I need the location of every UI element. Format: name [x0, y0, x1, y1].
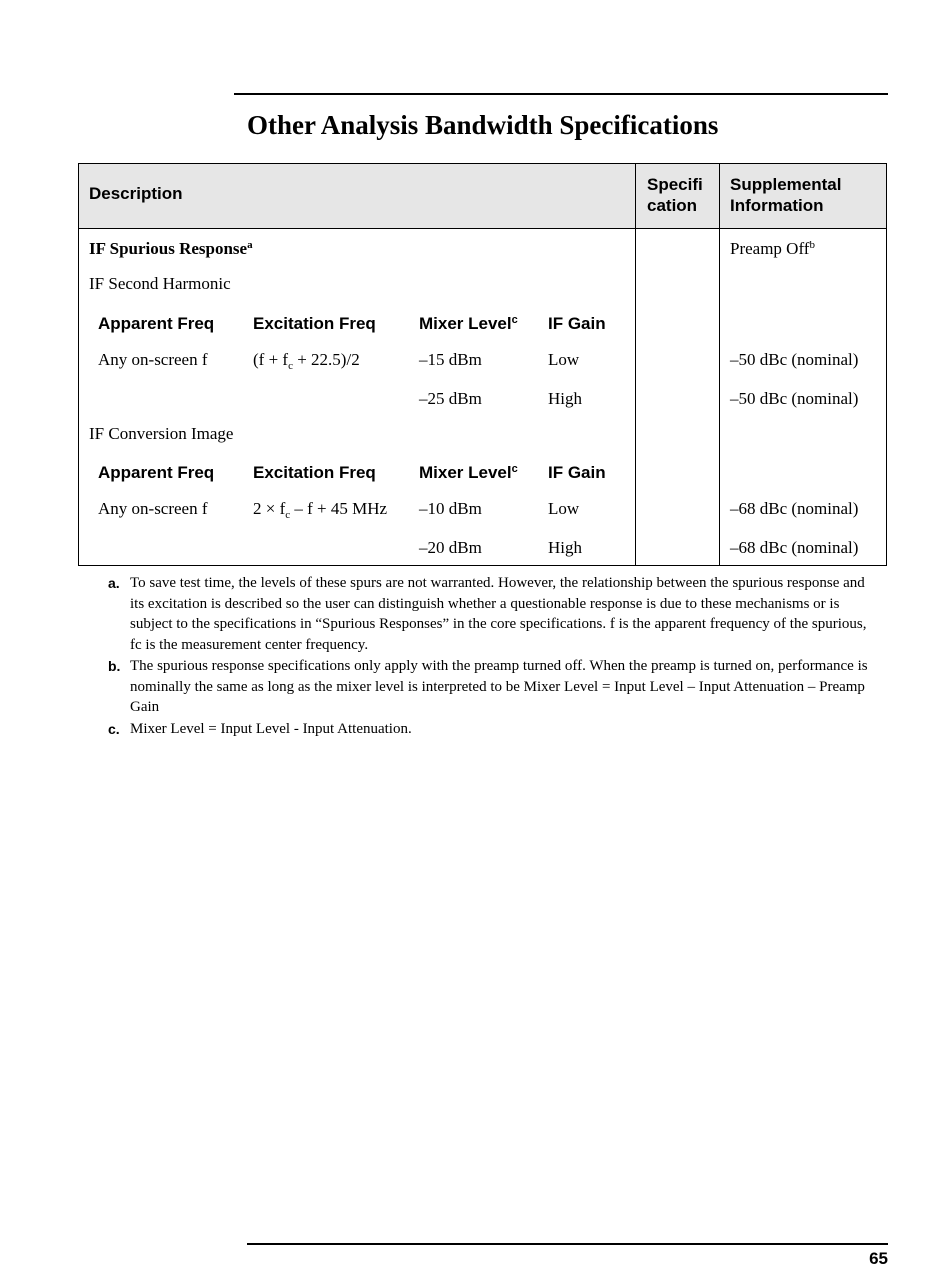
footnote-letter: a.	[108, 575, 120, 591]
cell-apparent: Any on-screen f	[98, 350, 208, 369]
cell-mixer: –25 dBm	[419, 389, 482, 408]
footnote-text: Mixer Level = Input Level - Input Attenuation.	[130, 720, 412, 737]
group-title: IF Second Harmonic	[89, 274, 231, 293]
cell-excitation: $(f + f_c + 22.5)/2$	[253, 350, 360, 372]
cell-mixer: –20 dBm	[419, 538, 482, 557]
col-if-gain: IF Gain	[548, 463, 606, 482]
column-divider	[635, 164, 636, 565]
section-title: IF Spurious Response$^a$	[89, 239, 253, 258]
page-title: Other Analysis Bandwidth Specifications	[247, 110, 719, 140]
col-mixer-level: Mixer Level$^c$	[419, 314, 518, 333]
cell-supplemental: –68 dBc (nominal)	[730, 538, 859, 557]
spec-table	[78, 163, 887, 566]
col-apparent-freq: Apparent Freq	[98, 314, 215, 333]
footnotes	[108, 573, 868, 740]
col-if-gain: IF Gain	[548, 314, 606, 333]
page-number: 65	[869, 1249, 888, 1268]
cell-supplemental: –50 dBc (nominal)	[730, 350, 859, 369]
col-excitation-freq: Excitation Freq	[253, 314, 376, 333]
col-excitation-freq: Excitation Freq	[253, 463, 376, 482]
column-divider	[719, 164, 720, 565]
header-specification: Specifi cation	[647, 175, 703, 215]
footnote	[108, 719, 868, 740]
footnote-text: To save test time, the levels of these spurs are not warranted. However, the relationship between the spurious response and its excitation is described so the user can distinguish whether a questionable response is due to these mechanisms or is subject to the specifications in “Spurious Responses” in the core specifications. f is the apparent frequency of the spurious, fc is the measurement center frequency.	[130, 575, 867, 653]
cell-supplemental: –50 dBc (nominal)	[730, 389, 859, 408]
col-apparent-freq: Apparent Freq	[98, 463, 215, 482]
cell-gain: Low	[548, 499, 580, 518]
cell-excitation: $2 \times f_c - f + 45$ MHz	[253, 499, 388, 521]
footnote-letter: c.	[108, 720, 120, 737]
cell-supplemental: –68 dBc (nominal)	[730, 499, 859, 518]
cell-mixer: –15 dBm	[419, 350, 482, 369]
cell-gain: High	[548, 389, 582, 408]
header-supplemental: Supplemental Information	[730, 175, 842, 215]
cell-apparent: Any on-screen f	[98, 499, 208, 518]
footnote-letter: b.	[108, 658, 121, 674]
group-title: IF Conversion Image	[89, 424, 234, 443]
footnote	[108, 656, 868, 718]
cell-gain: Low	[548, 350, 580, 369]
header-rule	[234, 93, 888, 95]
cell-mixer: –10 dBm	[419, 499, 482, 518]
header-description: Description	[89, 184, 183, 203]
section-supplemental: Preamp Off$^b$	[730, 239, 815, 258]
footnote	[108, 573, 868, 655]
cell-gain: High	[548, 538, 582, 557]
footer-rule	[247, 1243, 888, 1245]
footnote-text: The spurious response specifications only apply with the preamp turned off. When the preamp is turned on, performance is nominally the same as long as the mixer level is interpreted to be Mixer Level = Input Level – Input Attenuation – Preamp Gain	[130, 658, 868, 715]
col-mixer-level: Mixer Level$^c$	[419, 463, 518, 482]
